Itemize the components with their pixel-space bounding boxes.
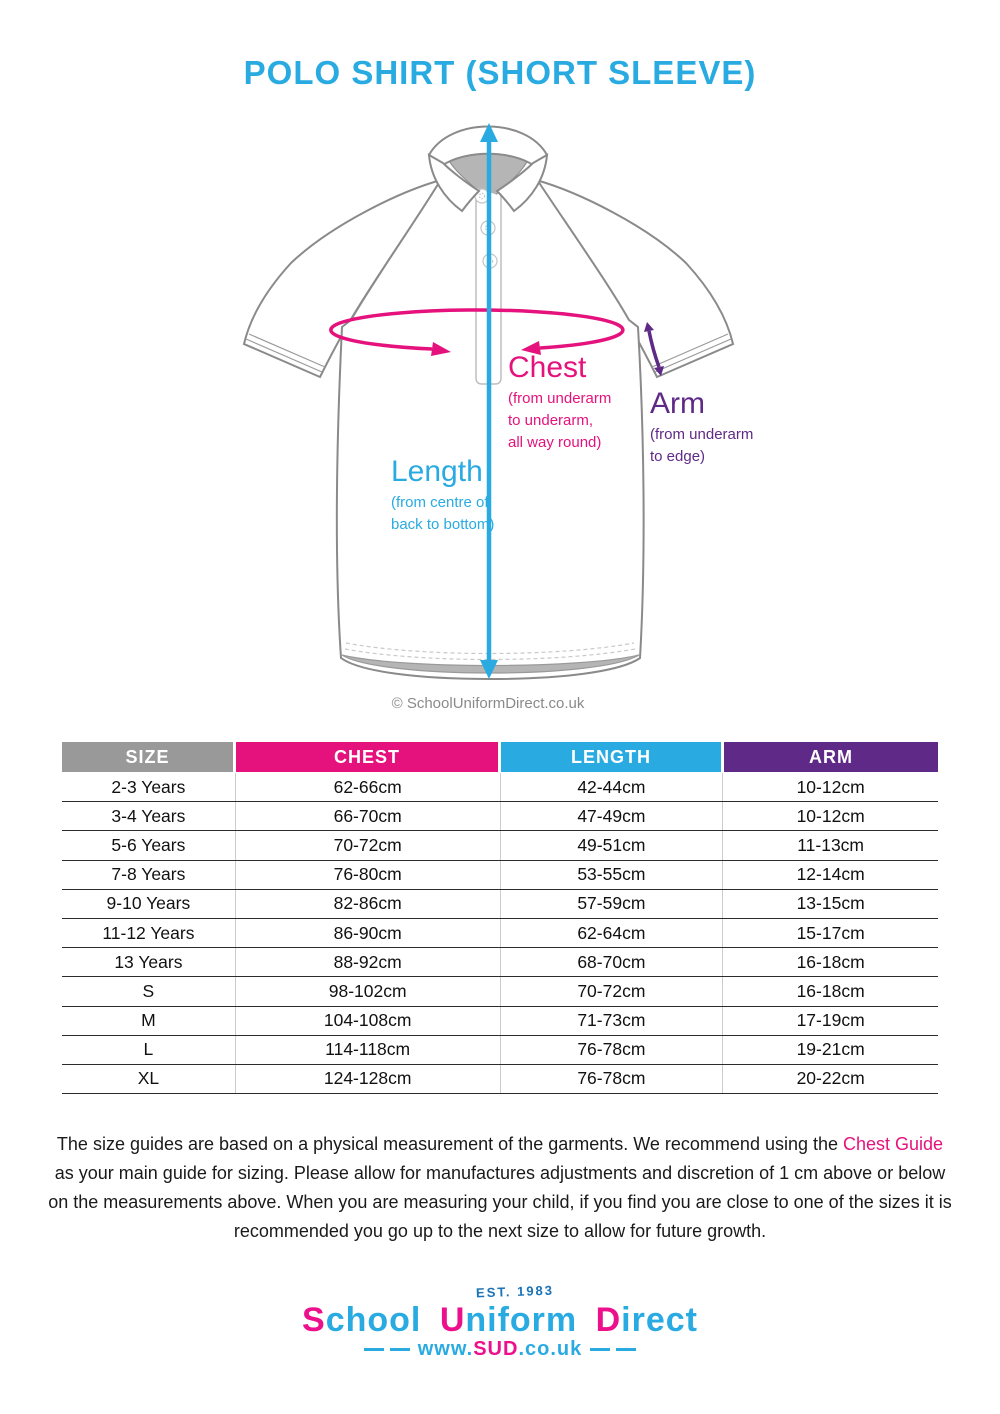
table-cell: 49-51cm	[500, 831, 723, 859]
logo-url	[356, 1338, 645, 1361]
table-cell: 124-128cm	[235, 1065, 500, 1093]
table-header-row	[62, 742, 938, 772]
table-cell: 19-21cm	[722, 1036, 938, 1064]
header-cell-chest: CHEST	[236, 742, 498, 772]
table-cell: 57-59cm	[500, 890, 723, 918]
table-cell: 47-49cm	[500, 802, 723, 830]
note-chest-guide-highlight: Chest Guide	[843, 1134, 944, 1154]
table-cell: S	[142, 980, 155, 1001]
table-row	[62, 1007, 938, 1036]
brand-logo	[0, 1284, 1000, 1361]
header-cell-arm: ARM	[724, 742, 938, 772]
table-cell: 82-86cm	[235, 890, 500, 918]
table-cell: 3-4 Years	[111, 805, 186, 826]
table-cell: 16-18cm	[722, 977, 938, 1005]
dash-left	[364, 1348, 410, 1351]
table-cell: 11-13cm	[722, 831, 938, 859]
table-cell: 114-118cm	[235, 1036, 500, 1064]
table-row	[62, 919, 938, 948]
length-label	[391, 456, 494, 536]
table-row	[62, 831, 938, 860]
arm-label	[650, 388, 753, 468]
table-cell: XL	[137, 1068, 160, 1089]
dash-right	[590, 1348, 636, 1351]
table-cell: 71-73cm	[500, 1007, 723, 1035]
table-row	[62, 977, 938, 1006]
note-text-before: The size guides are based on a physical measurement of the garments. We recommend using the	[56, 1134, 844, 1154]
chest-label-desc: (from underarm to underarm, all way round)	[508, 390, 612, 451]
table-cell: 20-22cm	[722, 1065, 938, 1093]
table-cell: 12-14cm	[722, 861, 938, 889]
table-row	[62, 890, 938, 919]
length-label-title: Length	[391, 455, 483, 488]
table-cell: 62-66cm	[235, 773, 500, 801]
table-cell: 66-70cm	[235, 802, 500, 830]
header-cell-size: SIZE	[62, 742, 233, 772]
table-cell: 7-8 Years	[111, 864, 186, 885]
table-row	[62, 948, 938, 977]
table-row	[62, 802, 938, 831]
table-cell: 9-10 Years	[106, 893, 191, 914]
page-title: POLO SHIRT (SHORT SLEEVE)	[243, 54, 757, 91]
note-text-after: as your main guide for sizing. Please allow for manufactures adjustments and discretion of 1 cm above or below on the measurements above. When you are measuring your child, if you find you are close to one of the sizes it is recommended you go up to the next size to allow for future growth.	[48, 1163, 952, 1241]
arm-label-desc: (from underarm to edge)	[650, 426, 754, 465]
table-cell: M	[141, 1010, 156, 1031]
table-cell: 42-44cm	[500, 773, 723, 801]
table-cell: 17-19cm	[722, 1007, 938, 1035]
table-cell: 98-102cm	[235, 977, 500, 1005]
table-cell: 13-15cm	[722, 890, 938, 918]
size-table	[62, 742, 938, 1094]
table-cell: 2-3 Years	[111, 776, 186, 797]
table-cell: 86-90cm	[235, 919, 500, 947]
logo-word-uniform: Uniform	[439, 1301, 578, 1339]
table-cell: 13 Years	[114, 951, 183, 972]
arm-label-title: Arm	[650, 387, 705, 420]
sizing-note	[47, 1130, 953, 1246]
chest-label-title: Chest	[508, 351, 587, 384]
chest-label	[508, 352, 611, 454]
table-cell: 15-17cm	[722, 919, 938, 947]
logo-wordmark	[302, 1301, 698, 1340]
table-cell: 76-78cm	[500, 1065, 723, 1093]
table-row	[62, 773, 938, 802]
table-cell: 62-64cm	[500, 919, 723, 947]
header-cell-length: LENGTH	[501, 742, 721, 772]
copyright-text: © SchoolUniformDirect.co.uk	[391, 695, 585, 712]
table-cell: 53-55cm	[500, 861, 723, 889]
table-cell: 5-6 Years	[111, 834, 186, 855]
table-row	[62, 1065, 938, 1094]
table-row	[62, 861, 938, 890]
table-cell: 70-72cm	[500, 977, 723, 1005]
table-cell: 76-80cm	[235, 861, 500, 889]
logo-word-direct: Direct	[595, 1301, 698, 1339]
table-cell: 104-108cm	[235, 1007, 500, 1035]
length-label-desc: (from centre of back to bottom)	[391, 494, 495, 533]
table-row	[62, 1036, 938, 1065]
table-cell: L	[143, 1039, 154, 1060]
table-cell: 68-70cm	[500, 948, 723, 976]
table-cell: 16-18cm	[722, 948, 938, 976]
table-cell: 70-72cm	[235, 831, 500, 859]
table-cell: 76-78cm	[500, 1036, 723, 1064]
logo-url-text: www.SUD.co.uk	[417, 1338, 583, 1360]
table-cell: 10-12cm	[722, 802, 938, 830]
table-cell: 11-12 Years	[102, 922, 195, 943]
table-cell: 88-92cm	[235, 948, 500, 976]
logo-word-school: School	[302, 1301, 422, 1339]
table-cell: 10-12cm	[722, 773, 938, 801]
size-table-body	[62, 773, 938, 1094]
established-text: EST. 1983	[475, 1282, 555, 1301]
